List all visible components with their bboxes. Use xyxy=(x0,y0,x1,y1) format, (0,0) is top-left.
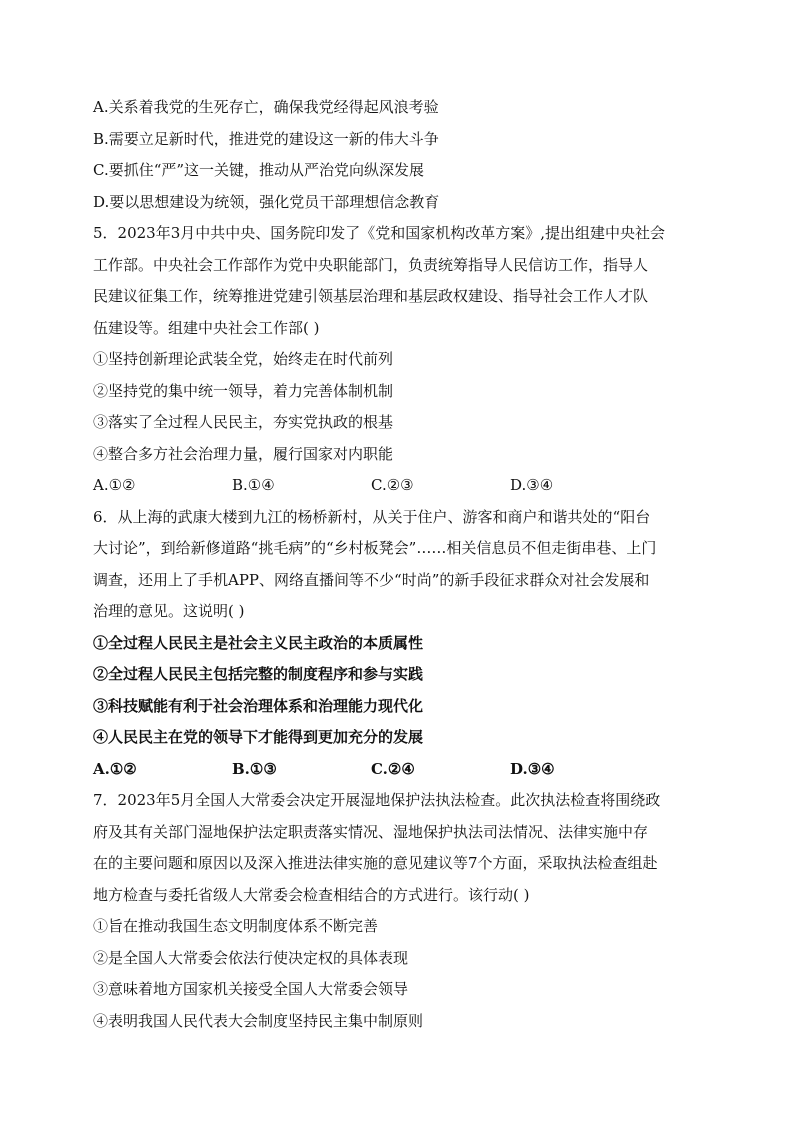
q6-stem-line: 大讨论”，到给新修道路“挑毛病”的“乡村板凳会”……相关信息员不但走街串巷、上门 xyxy=(93,539,657,557)
question-4-options xyxy=(93,92,703,218)
q5-stem-line: 伍建设等。组建中央社会工作部( ) xyxy=(93,318,320,337)
q6-stem-line: 6．从上海的武康大楼到九江的杨桥新村，从关于住户、游客和商户和谐共处的“阳台 xyxy=(93,507,651,526)
q5-stem-line: 工作部。中央社会工作部作为党中央职能部门，负责统筹指导人民信访工作，指导人 xyxy=(93,255,649,274)
question-6 xyxy=(93,502,703,786)
question-5 xyxy=(93,218,703,502)
q4-option-d: D.要以思想建设为统领，强化党员干部理想信念教育 xyxy=(93,192,440,211)
q5-stem-line: 5．2023年3月中共中央、国务院印发了《党和国家机构改革方案》,提出组建中央社会 xyxy=(93,224,666,242)
q5-statement-4: ④整合多方社会治理力量，履行国家对内职能 xyxy=(93,444,394,463)
q6-statement-3: ③科技赋能有利于社会治理体系和治理能力现代化 xyxy=(93,696,424,715)
q6-choices xyxy=(93,754,703,786)
q7-stem-line: 地方检查与委托省级人大常委会检查相结合的方式进行。该行动( ) xyxy=(93,885,530,904)
q6-choice-b: B.①③ xyxy=(232,759,277,778)
q5-statement-3: ③落实了全过程人民民主，夯实党执政的根基 xyxy=(93,413,394,431)
q7-stem-line: 府及其有关部门湿地保护法定职责落实情况、湿地保护执法司法情况、法律实施中存 xyxy=(93,822,649,841)
q6-statement-4: ④人民民主在党的领导下才能得到更加充分的发展 xyxy=(93,728,424,746)
q4-option-c: C.要抓住“严”这一关键，推动从严治党向纵深发展 xyxy=(93,161,425,179)
q5-choice-c: C.②③ xyxy=(371,476,414,494)
q7-statement-1: ①旨在推动我国生态文明制度体系不断完善 xyxy=(93,917,379,935)
q5-choices xyxy=(93,470,703,502)
q4-option-b: B.需要立足新时代，推进党的建设这一新的伟大斗争 xyxy=(93,129,439,148)
q7-statement-2: ②是全国人大常委会依法行使决定权的具体表现 xyxy=(93,948,409,967)
q6-choice-d: D.③④ xyxy=(510,759,555,778)
exam-page xyxy=(93,92,703,1037)
q5-choice-a: A.①② xyxy=(93,476,136,494)
q6-stem-line: 治理的意见。这说明( ) xyxy=(93,602,245,620)
q7-statement-3: ③意味着地方国家机关接受全国人大常委会领导 xyxy=(93,980,409,998)
q5-choice-b: B.①④ xyxy=(232,476,275,494)
q4-option-a: A.关系着我党的生死存亡，确保我党经得起风浪考验 xyxy=(93,98,439,116)
q7-stem-line: 7．2023年5月全国人大常委会决定开展湿地保护法执法检查。此次执法检查将围绕政 xyxy=(93,791,661,809)
q6-stem-line: 调查，还用上了手机APP、网络直播间等不少“时尚”的新手段征求群众对社会发展和 xyxy=(93,570,650,589)
q5-statement-2: ②坚持党的集中统一领导，着力完善体制机制 xyxy=(93,381,394,400)
question-7 xyxy=(93,785,703,1037)
q6-statement-1: ①全过程人民民主是社会主义民主政治的本质属性 xyxy=(93,633,424,652)
q6-choice-c: C.②④ xyxy=(371,759,415,778)
q5-choice-d: D.③④ xyxy=(510,476,554,494)
q7-stem-line: 在的主要问题和原因以及深入推进法律实施的意见建议等7个方面，采取执法检查组赴 xyxy=(93,854,658,872)
q5-stem-line: 民建议征集工作，统筹推进党建引领基层治理和基层政权建设、指导社会工作人才队 xyxy=(93,287,649,305)
q7-statement-4: ④表明我国人民代表大会制度坚持民主集中制原则 xyxy=(93,1011,424,1030)
q5-statement-1: ①坚持创新理论武装全党，始终走在时代前列 xyxy=(93,350,394,368)
q6-statement-2: ②全过程人民民主包括完整的制度程序和参与实践 xyxy=(93,665,424,683)
q6-choice-a: A.①② xyxy=(93,759,137,778)
